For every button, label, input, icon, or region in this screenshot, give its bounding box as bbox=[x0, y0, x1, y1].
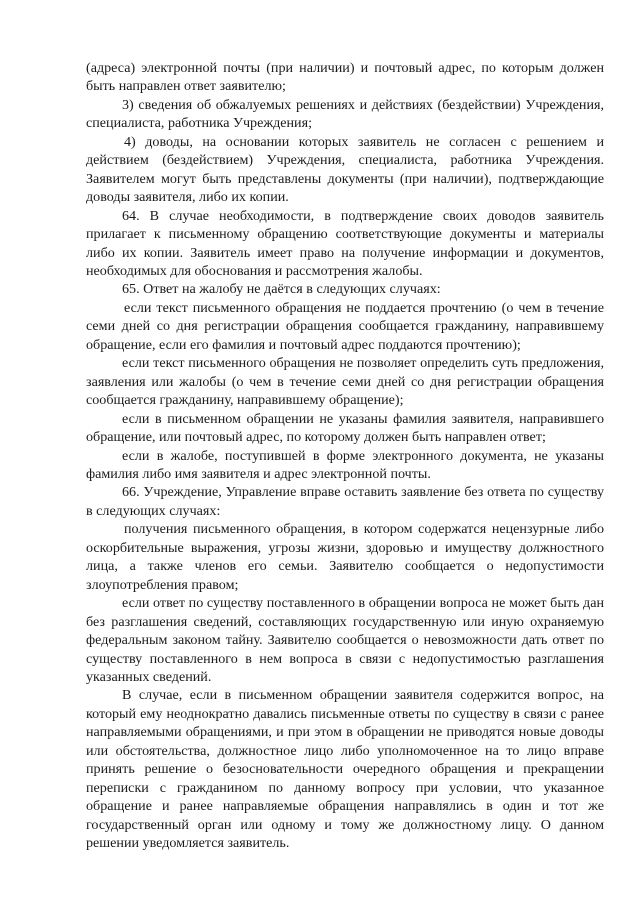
paragraph-email-address: (адреса) электронной почты (при наличии) и почтовый адрес, по которым должен быть направлен ответ заявителю; bbox=[86, 60, 604, 95]
paragraph-66: 66. Учреждение, Управление вправе оставить заявление без ответа по существу в следующих случаях: bbox=[86, 484, 604, 519]
paragraph-65-case-electronic: если в жалобе, поступившей в форме электронного документа, не указаны фамилия либо имя заявителя и адрес электронной почты. bbox=[86, 447, 604, 482]
paragraph-repeated-appeal: В случае, если в письменном обращении заявителя содержится вопрос, на который ему неоднократно давались письменные ответы по существу в связи с ранее направляемыми обращениями, и при этом в обращении не приводятся новые доводы или обстоятельства, должностное лицо либо уполномоченное на то лицо вправе принять решение о безосновательности очередного обращения и прекращении переписки с гражданином по данному вопросу при условии, что указанное обращение и ранее направляемые обращения направлялись в один и тот же государственный орган или одному и тому же должностному лицу. О данном решении уведомляется заявитель. bbox=[86, 687, 604, 852]
paragraph-65: 65. Ответ на жалобу не даётся в следующих случаях: bbox=[122, 281, 441, 298]
paragraph-66-case-secret: если ответ по существу поставленного в обращении вопроса не может быть дан без разглашения сведений, составляющих государственную или иную охраняемую федеральным законом тайну. Заявителю сообщается о невозможности дать ответ по существу поставленного в нем вопроса в связи с недопустимостью разглашения указанных сведений. bbox=[86, 595, 604, 685]
paragraph-66-case-obscene: получения письменного обращения, в котором содержатся нецензурные либо оскорбительные выражения, угрозы жизни, здоровью и имуществу должностного лица, а также членов его семьи. Заявителю сообщается о недопустимости злоупотребления правом; bbox=[86, 521, 604, 593]
paragraph-item-3: 3) сведения об обжалуемых решениях и действиях (бездействии) Учреждения, специалиста, работника Учреждения; bbox=[86, 96, 604, 132]
paragraph-65-case-unreadable: если текст письменного обращения не поддается прочтению (о чем в течение семи дней со дня регистрации обращения сообщается гражданину, направившему обращение, если его фамилия и почтовый адрес поддаются прочтению); bbox=[86, 299, 604, 353]
paragraph-64: 64. В случае необходимости, в подтверждение своих доводов заявитель прилагает к письменному обращению соответствующие документы и материалы либо их копии. Заявитель имеет право на получение информации и документов, необходимых для обоснования и рассмотрения жалобы. bbox=[86, 207, 604, 279]
document-page bbox=[86, 59, 604, 852]
paragraph-item-4: 4) доводы, на основании которых заявитель не согласен с решением и действием (бездействием) Учреждения, специалиста, работника Учреждения. Заявителем могут быть представлены документы (при наличии), подтверждающие доводы заявителя, либо их копии. bbox=[86, 133, 604, 206]
paragraph-65-case-unclear: если текст письменного обращения не позволяет определить суть предложения, заявления или жалобы (о чем в течение семи дней со дня регистрации обращения сообщается гражданину, направившему обращение); bbox=[86, 355, 604, 409]
paragraph-65-case-no-name: если в письменном обращении не указаны фамилия заявителя, направившего обращение, или почтовый адрес, по которому должен быть направлен ответ; bbox=[86, 410, 604, 446]
